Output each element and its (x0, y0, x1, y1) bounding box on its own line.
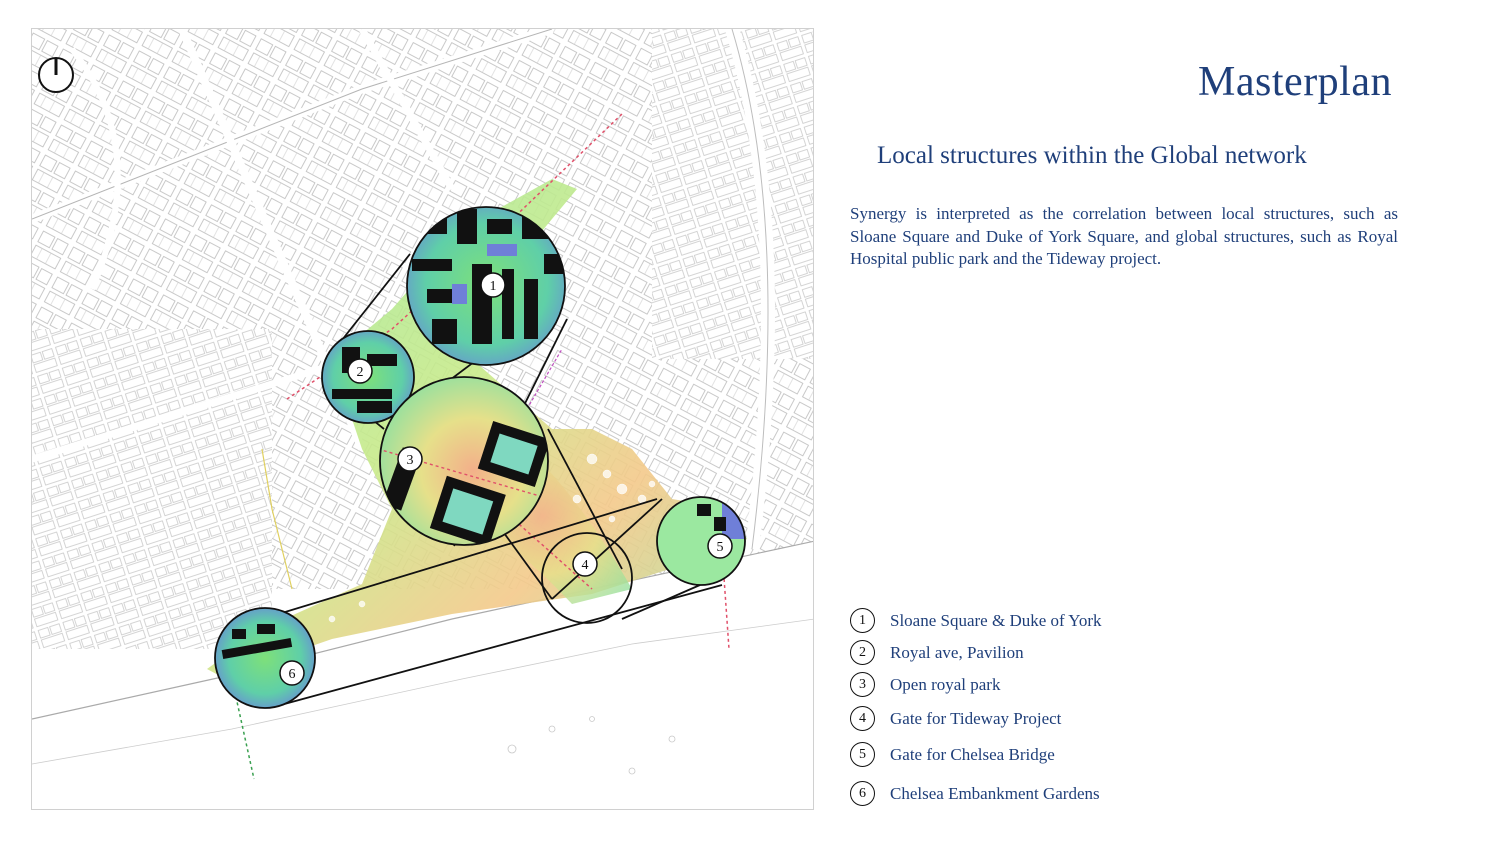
legend-item (850, 781, 1100, 806)
svg-text:5: 5 (716, 540, 724, 555)
legend-label: Gate for Tideway Project (890, 708, 1062, 728)
description-text: Synergy is interpreted as the correlation between local structures, such as Sloane Square and Duke of York Square, and global structures, such as Royal Hospital public park and the Tideway project. (850, 204, 1398, 268)
legend-label: Sloane Square & Duke of York (890, 610, 1102, 630)
masterplan-map (31, 28, 814, 810)
svg-text:2: 2 (356, 365, 364, 380)
legend-item (850, 706, 1061, 731)
map-marker-6 (280, 661, 304, 685)
legend-item (850, 608, 1102, 633)
map-marker-4 (573, 552, 597, 576)
map-marker-1 (481, 273, 505, 297)
page-title: Masterplan (1198, 59, 1392, 105)
legend-number-badge: 4 (850, 706, 875, 731)
svg-text:1: 1 (489, 279, 497, 294)
legend-label: Chelsea Embankment Gardens (890, 783, 1100, 803)
legend-label: Gate for Chelsea Bridge (890, 744, 1055, 764)
svg-text:3: 3 (406, 453, 414, 468)
legend-number-badge: 5 (850, 742, 875, 767)
svg-text:6: 6 (288, 667, 296, 682)
legend-label: Royal ave, Pavilion (890, 642, 1024, 662)
legend-label: Open royal park (890, 674, 1001, 694)
map-marker-5 (708, 534, 732, 558)
north-arrow-icon (39, 58, 73, 92)
legend-number-badge: 1 (850, 608, 875, 633)
legend-item (850, 742, 1055, 767)
legend-number-badge: 3 (850, 672, 875, 697)
map-marker-3 (398, 447, 422, 471)
legend-number-badge: 2 (850, 640, 875, 665)
legend-item (850, 640, 1024, 665)
page-subtitle: Local structures within the Global network (877, 142, 1307, 169)
svg-text:4: 4 (581, 558, 589, 573)
legend-number-badge: 6 (850, 781, 875, 806)
legend-item (850, 672, 1000, 697)
map-marker-2 (348, 359, 372, 383)
